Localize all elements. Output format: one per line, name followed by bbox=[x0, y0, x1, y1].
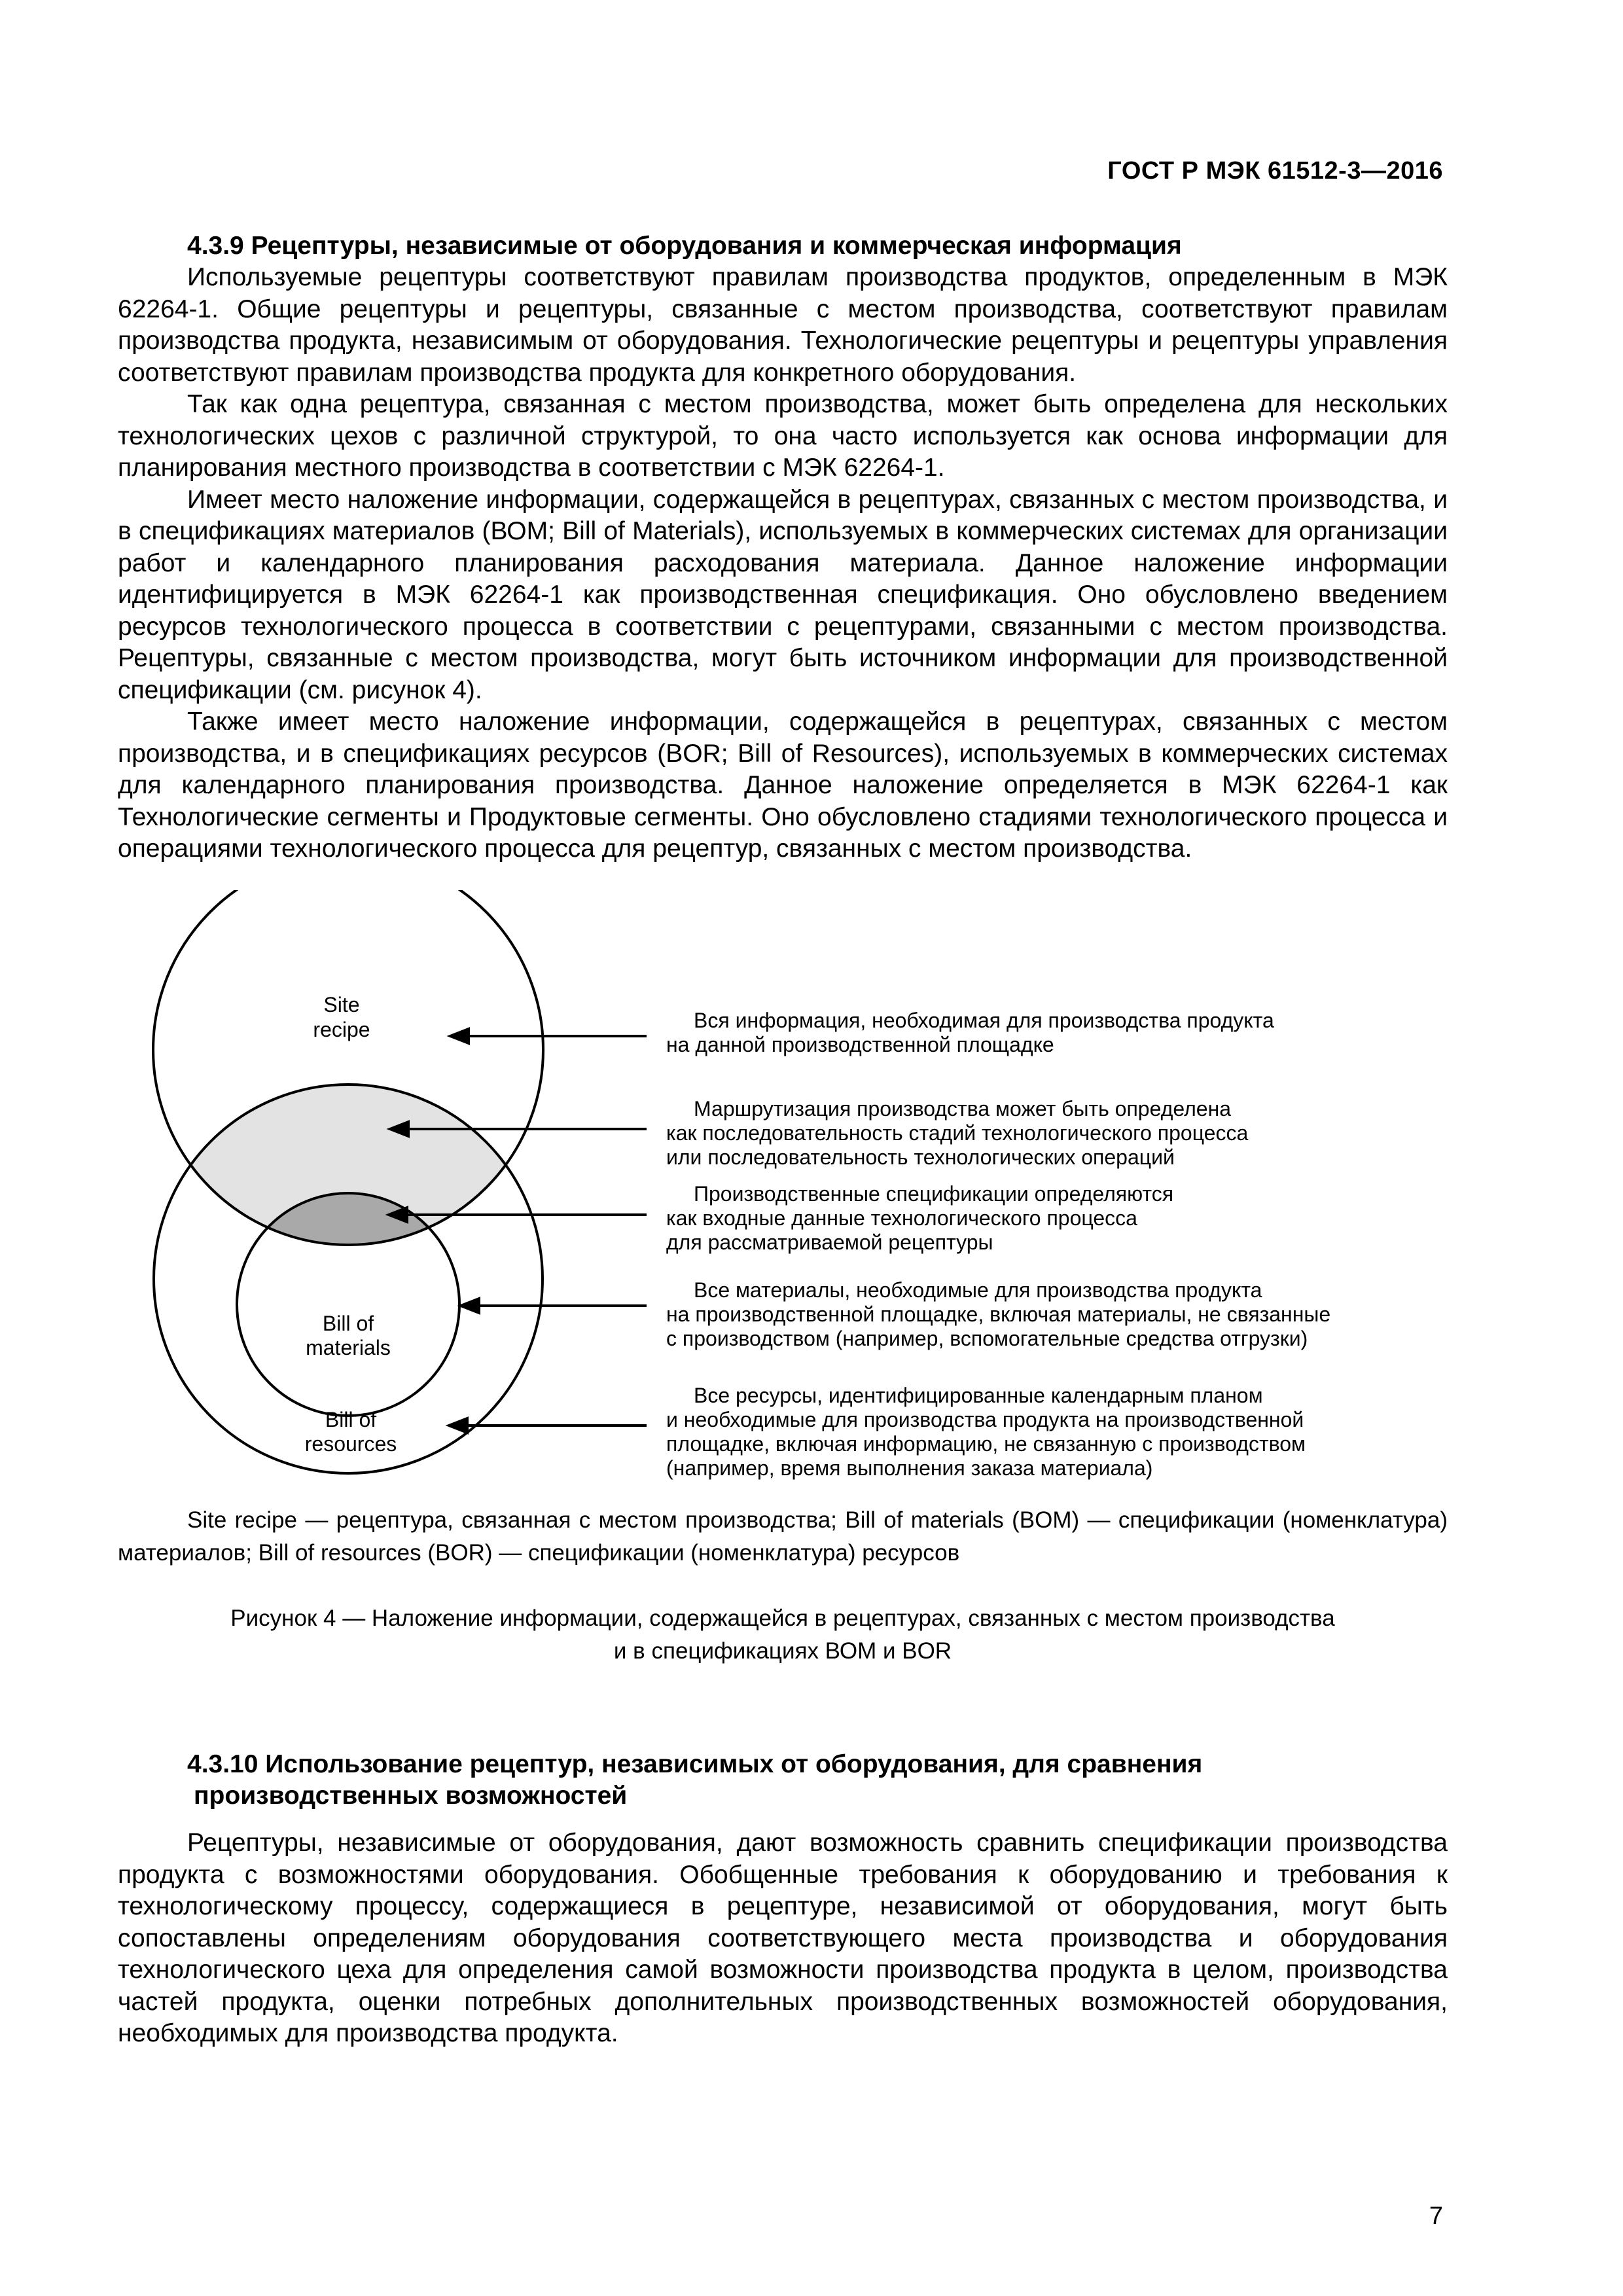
annotation-3-line-1: Производственные спецификации определяются bbox=[694, 1182, 1174, 1206]
annotation-1-line-2: на данной производственной площадке bbox=[666, 1033, 1054, 1056]
site-recipe-label-1: Site bbox=[323, 993, 360, 1016]
bom-label-2: materials bbox=[306, 1336, 391, 1359]
section-heading-line-2: производственных возможностей bbox=[194, 1782, 628, 1810]
annotation-3-line-3: для рассматриваемой рецептуры bbox=[666, 1230, 993, 1254]
annotation-5-line-3: площадке, включая информацию, не связанную с производством bbox=[666, 1432, 1306, 1456]
annotation-4-line-2: на производственной площадке, включая материалы, не связанные bbox=[666, 1302, 1331, 1326]
section-heading-line-1: 4.3.10 Использование рецептур, независимых от оборудования, для сравнения bbox=[187, 1750, 1203, 1778]
paragraph: Используемые рецептуры соответствуют правилам производства продуктов, определенным в МЭК 62264-1. Общие рецептуры и рецептуры, связанные с местом производства, соответствуют правилам производства продукта, независимым от оборудования. Технологические рецептуры и рецептуры управления соответствуют правилам производства продукта для конкретного оборудования. bbox=[118, 263, 1448, 387]
annotation-5-line-2: и необходимые для производства продукта на производственной bbox=[666, 1408, 1304, 1431]
figure-title bbox=[118, 1602, 1448, 1668]
bor-label-1: Bill of bbox=[325, 1408, 377, 1431]
section-heading: 4.3.9 Рецептуры, независимые от оборудования и коммерческая информация bbox=[187, 232, 1182, 260]
document-header: ГОСТ Р МЭК 61512-3—2016 bbox=[1107, 157, 1443, 185]
annotations bbox=[666, 1009, 1330, 1480]
annotation-2-line-1: Маршрутизация производства может быть определена bbox=[694, 1097, 1232, 1121]
site-recipe-label-2: recipe bbox=[313, 1018, 370, 1041]
annotation-5-line-1: Все ресурсы, идентифицированные календарным планом bbox=[694, 1384, 1263, 1407]
annotation-4-line-3: с производством (например, вспомогательные средства отгрузки) bbox=[666, 1327, 1308, 1350]
figure-title-line-1: Рисунок 4 — Наложение информации, содержащейся в рецептурах, связанных с местом производства bbox=[230, 1605, 1335, 1631]
annotation-2-line-3: или последовательность технологических операций bbox=[666, 1145, 1175, 1169]
arrow-1-head bbox=[450, 1029, 469, 1043]
annotation-1-line-1: Вся информация, необходимая для производства продукта bbox=[694, 1009, 1274, 1032]
paragraph: Имеет место наложение информации, содержащейся в рецептурах, связанных с местом производства, и в спецификациях материалов (ВОМ; Bill of Materials), используемых в коммерческих системах для организации работ и календарного планирования расходования материала. Данное наложение информации идентифицируется в МЭК 62264-1 как производственная спецификация. Оно обусловлено введением ресурсов технологического процесса в соответствии с рецептурами, связанными с местом производства. Рецептуры, связанные с местом производства, могут быть источником информации для производственной спецификации (см. рисунок 4). bbox=[118, 485, 1448, 704]
annotation-4-line-1: Все материалы, необходимые для производства продукта bbox=[694, 1278, 1262, 1302]
figure-title-line-2: и в спецификациях ВОМ и BOR bbox=[613, 1638, 952, 1664]
paragraph: Рецептуры, независимые от оборудования, дают возможность сравнить спецификации производства продукта с возможностями оборудования. Обобщенные требования к оборудованию и требования к технологическому процессу, содержащиеся в рецептуре, независимой от оборудования, могут быть сопоставлены определениям оборудования соответствующего места производства и оборудования технологического цеха для определения самой возможности производства продукта в целом, производства частей продукта, оценки потребных дополнительных производственных возможностей оборудования, необходимых для производства продукта. bbox=[118, 1829, 1448, 2047]
section-heading bbox=[118, 1749, 1448, 1812]
figure-4-captions bbox=[118, 1504, 1448, 1668]
bom-label-1: Bill of bbox=[322, 1312, 374, 1335]
figure-note: Site recipe — рецептура, связанная с местом производства; Bill of materials (BOM) — спецификации (номенклатура) материалов; Bill of resources (BOR) — спецификации (номенклатура) ресурсов bbox=[118, 1507, 1448, 1566]
section-4-3-9 bbox=[118, 230, 1448, 865]
annotation-3-line-2: как входные данные технологического процесса bbox=[666, 1206, 1137, 1230]
section-4-3-10 bbox=[118, 1749, 1448, 2050]
paragraph: Также имеет место наложение информации, содержащейся в рецептурах, связанных с местом производства, и в спецификациях ресурсов (BOR; Bill of Resources), используемых в коммерческих системах для календарного планирования производства. Данное наложение определяется в МЭК 62264-1 как Технологические сегменты и Продуктовые сегменты. Оно обусловлено стадиями технологического процесса и операциями технологического процесса для рецептур, связанных с местом производства. bbox=[118, 708, 1448, 863]
arrow-4-head bbox=[461, 1299, 479, 1313]
arrow-5-head bbox=[449, 1418, 467, 1433]
page-number: 7 bbox=[1429, 2202, 1443, 2230]
figure-4-diagram bbox=[0, 890, 1623, 1505]
annotation-2-line-2: как последовательность стадий технологического процесса bbox=[666, 1121, 1249, 1145]
annotation-5-line-4: (например, время выполнения заказа материала) bbox=[666, 1456, 1153, 1480]
paragraph: Так как одна рецептура, связанная с местом производства, может быть определена для нескольких технологических цехов с различной структурой, то она часто используется как основа информации для планирования местного производства в соответствии с МЭК 62264-1. bbox=[118, 390, 1448, 482]
bor-label-2: resources bbox=[304, 1432, 397, 1456]
